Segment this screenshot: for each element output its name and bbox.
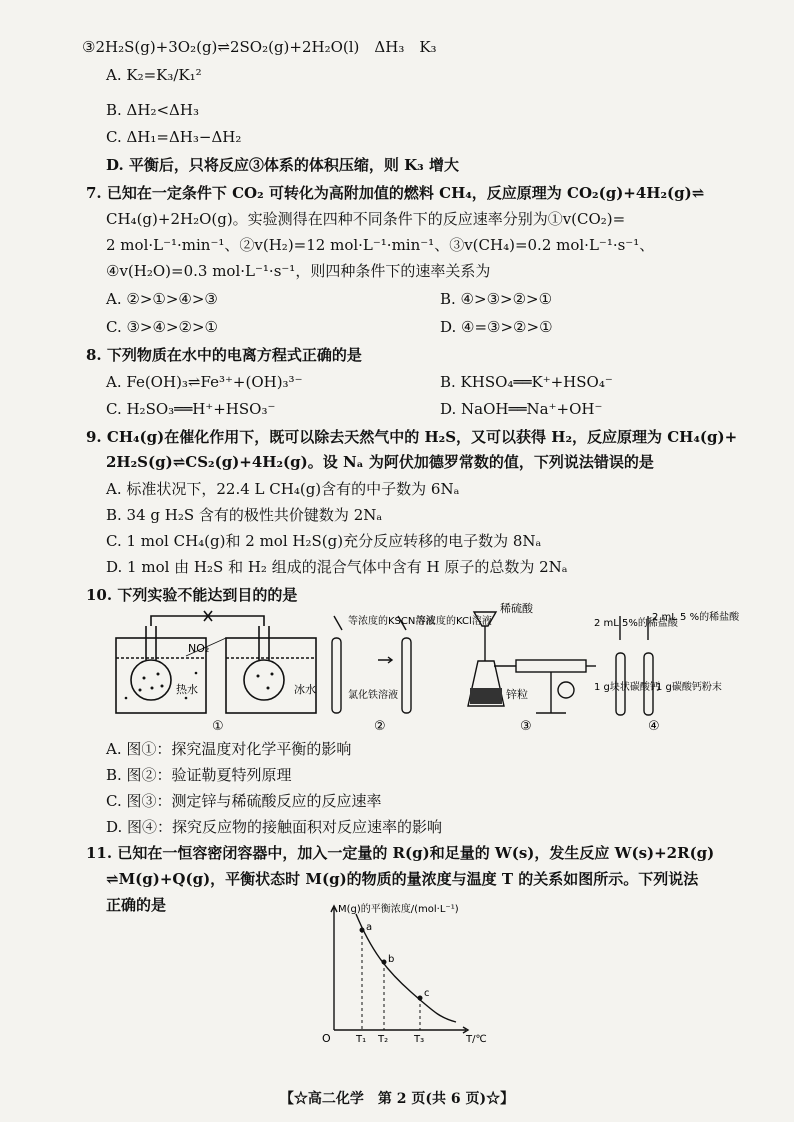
test-tube-left [332,638,341,713]
q9-stem-1: 9. CH₄(g)在催化作用下，既可以除去天然气中的 H₂S，又可以获得 H₂，反应原理为 CH₄(g)+ [86,428,738,446]
y-axis-label: M(g)的平衡浓度/(mol·L⁻¹) [338,904,459,915]
hcl1-label: 2 mL 5%的稀盐酸 [594,618,678,629]
tick-t2: T₂ [378,1034,389,1045]
tick-t1: T₁ [356,1034,367,1045]
q10-option-b: B. 图②：验证勒夏特列原理 [106,766,292,784]
q6-option-b: B. ΔH₂<ΔH₃ [106,101,199,119]
q7-option-c: C. ③>④>②>① [106,318,218,336]
q9-option-d: D. 1 mol 由 H₂S 和 H₂ 组成的混合气体中含有 H 原子的总数为 2Nₐ [106,558,568,576]
page-footer: 【☆高二化学 第 2 页(共 6 页)☆】 [279,1091,515,1107]
flask-right [244,660,284,700]
q7-option-a: A. ②>①>④>③ [106,290,218,308]
test-tube-right [402,638,411,713]
point-c-label: c [424,988,430,999]
q9-option-a: A. 标准状况下，22.4 L CH₄(g)含有的中子数为 6Nₐ [106,480,460,498]
q7-stem-2: CH₄(g)+2H₂O(g)。实验测得在四种不同条件下的反应速率分别为①v(CO₂)= [106,210,626,228]
kcl-label: 等浓度的KCl溶液 [416,616,492,627]
q7-stem-1: 7. 已知在一定条件下 CO₂ 可转化为高附加值的燃料 CH₄，反应原理为 CO₂(g)+4H₂(g)⇌ [86,184,705,202]
q8-option-b: B. KHSO₄══K⁺+HSO₄⁻ [440,373,613,391]
ice-water-beaker [226,638,316,713]
fig-number-2: ② [374,719,386,734]
q6-option-a: A. K₂=K₃/K₁² [106,66,202,84]
q7-stem-4: ④v(H₂O)=0.3 mol·L⁻¹·s⁻¹，则四种条件下的速率关系为 [106,262,491,280]
fig-number-3: ③ [520,719,532,734]
fecl3-label: 氯化铁溶液 [348,690,398,701]
no2-label: NO₂ [188,642,210,655]
fig-number-4: ④ [648,719,660,734]
ice-water-label: 冰水 [294,683,316,696]
q9-option-c: C. 1 mol CH₄(g)和 2 mol H₂S(g)充分反应转移的电子数为 8Nₐ [106,532,542,550]
q10-stem: 10. 下列实验不能达到目的的是 [86,586,298,604]
q10-option-a: A. 图①：探究温度对化学平衡的影响 [106,740,352,758]
caco3-block-label: 1 g块状碳酸钙 [594,682,660,693]
point-b-label: b [388,954,395,965]
q6-eq3: ③2H₂S(g)+3O₂(g)⇌2SO₂(g)+2H₂O(l) ΔH₃ K₃ [82,38,437,56]
q6-option-c: C. ΔH₁=ΔH₃−ΔH₂ [106,128,242,146]
point-b [382,960,387,965]
point-a-label: a [366,922,373,933]
q9-stem-2: 2H₂S(g)⇌CS₂(g)+4H₂(g)。设 Nₐ 为阿伏加德罗常数的值，下列说法错误的是 [106,453,654,471]
flask-left [131,660,171,700]
point-a [360,928,365,933]
q6-option-d: D. 平衡后，只将反应③体系的体积压缩，则 K₃ 增大 [106,156,459,174]
q10-option-c: C. 图③：测定锌与稀硫酸反应的反应速率 [106,792,382,810]
hot-water-label: 热水 [176,683,198,696]
caco3-powder-label: 1 g碳酸钙粉末 [656,682,722,693]
origin-label: O [322,1032,331,1045]
x-axis-label: T/℃ [466,1034,487,1045]
hcl2-label: 2 mL 5 %的稀盐酸 [652,612,740,623]
syringe [516,660,586,672]
q8-stem: 8. 下列物质在水中的电离方程式正确的是 [86,346,362,364]
fig-number-1: ① [212,719,224,734]
point-c [418,996,423,1001]
q11-stem-3: 正确的是 [106,896,167,914]
q9-option-b: B. 34 g H₂S 含有的极性共价键数为 2Nₐ [106,506,383,524]
zn-label: 锌粒 [506,688,528,701]
tick-t3: T₃ [414,1034,425,1045]
q10-figure [96,598,740,738]
q7-option-d: D. ④=③>②>① [440,318,553,336]
q8-option-d: D. NaOH══Na⁺+OH⁻ [440,400,603,418]
q8-option-c: C. H₂SO₃══H⁺+HSO₃⁻ [106,400,276,418]
q7-option-b: B. ④>③>②>① [440,290,553,308]
kscn-label: 等浓度的KSCN溶液 [348,616,436,627]
h2so4-label: 稀硫酸 [500,602,533,615]
q11-graph [316,900,486,1045]
q8-option-a: A. Fe(OH)₃⇌Fe³⁺+(OH)₃³⁻ [106,373,303,391]
stopwatch-icon [558,682,574,698]
q11-stem-2: ⇌M(g)+Q(g)，平衡状态时 M(g)的物质的量浓度与温度 T 的关系如图所示。下列说法 [106,870,699,888]
q10-option-d: D. 图④：探究反应物的接触面积对反应速率的影响 [106,818,443,836]
q7-stem-3: 2 mol·L⁻¹·min⁻¹、②v(H₂)=12 mol·L⁻¹·min⁻¹、③v(CH₄)=0.2 mol·L⁻¹·s⁻¹、 [106,236,655,254]
q11-stem-1: 11. 已知在一恒容密闭容器中，加入一定量的 R(g)和足量的 W(s)，发生反应 W(s)+2R(g) [86,844,715,862]
